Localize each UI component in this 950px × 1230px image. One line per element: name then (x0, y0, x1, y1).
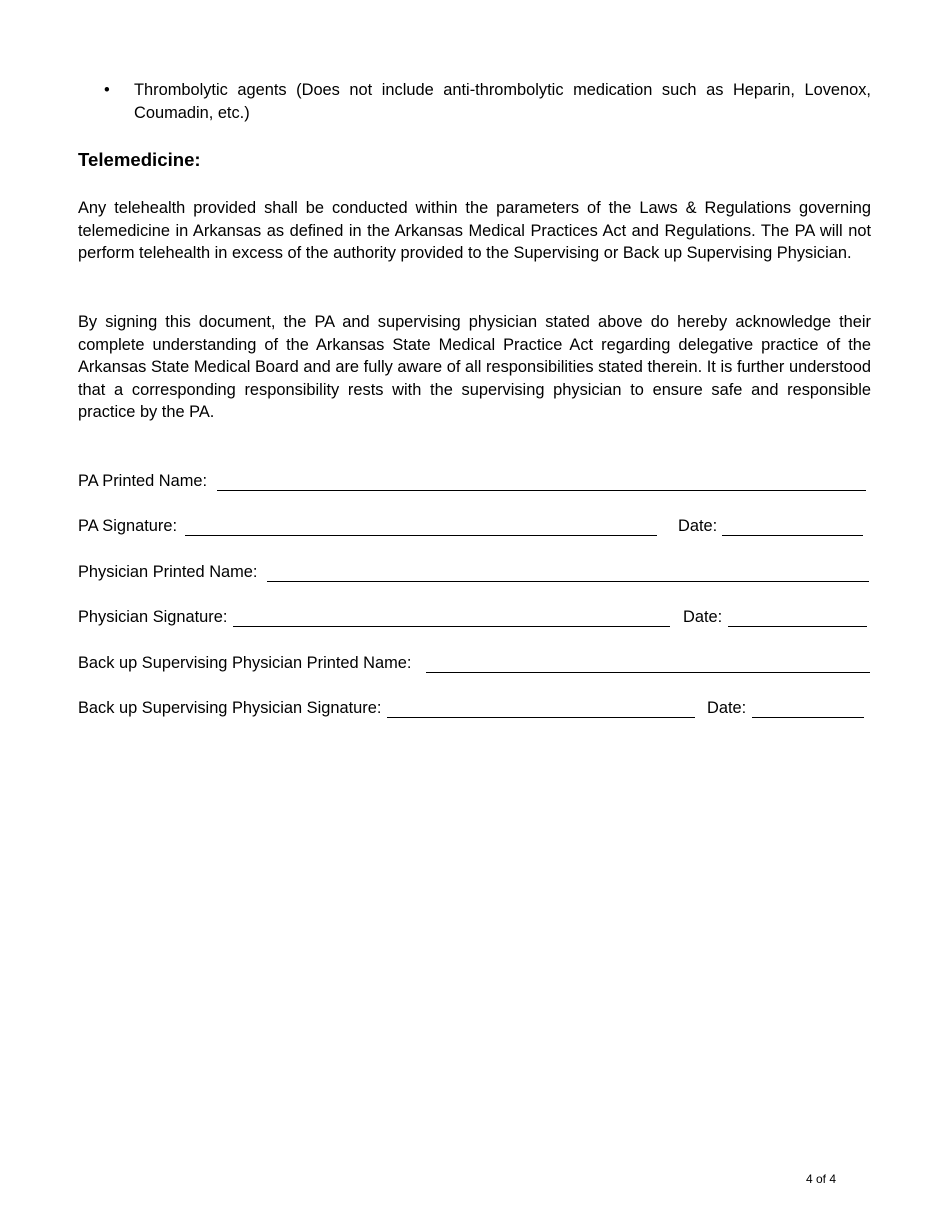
backup-signature-field[interactable] (387, 717, 695, 718)
physician-signature-label: Physician Signature: (78, 608, 228, 626)
bullet-text: Thrombolytic agents (Does not include anti-thrombolytic medication such as Heparin, Lovenox, Coumadin, etc.) (134, 81, 871, 122)
backup-date-label: Date: (707, 699, 747, 717)
backup-printed-name-label: Back up Supervising Physician Printed Name: (78, 654, 412, 672)
pa-date-label: Date: (678, 517, 718, 535)
backup-signature-row (78, 697, 871, 721)
page-number: 4 of 4 (806, 1172, 837, 1186)
bullet-item (78, 79, 871, 124)
pa-signature-row (78, 515, 871, 539)
backup-signature-label: Back up Supervising Physician Signature: (78, 699, 382, 717)
pa-printed-name-row (78, 470, 871, 494)
pa-printed-name-label: PA Printed Name: (78, 472, 208, 490)
physician-printed-name-row (78, 561, 871, 585)
backup-printed-name-row (78, 652, 871, 676)
physician-date-label: Date: (683, 608, 723, 626)
physician-signature-field[interactable] (233, 626, 670, 627)
backup-printed-name-field[interactable] (426, 672, 870, 673)
pa-signature-field[interactable] (185, 535, 657, 536)
pa-signature-label: PA Signature: (78, 517, 178, 535)
physician-printed-name-label: Physician Printed Name: (78, 563, 258, 581)
pa-printed-name-field[interactable] (217, 490, 866, 491)
pa-date-field[interactable] (722, 535, 863, 536)
physician-printed-name-field[interactable] (267, 581, 869, 582)
physician-date-field[interactable] (728, 626, 867, 627)
physician-signature-row (78, 606, 871, 630)
telemedicine-heading: Telemedicine: (78, 149, 201, 170)
bullet-symbol: • (104, 81, 110, 99)
telemedicine-paragraph-1: Any telehealth provided shall be conducted within the parameters of the Laws & Regulations governing telemedicine in Arkansas as defined in the Arkansas Medical Practices Act and Regulations. The PA will not perform telehealth in excess of the authority provided to the Supervising or Back up Supervising Physician. (78, 199, 871, 263)
backup-date-field[interactable] (752, 717, 864, 718)
acknowledgement-paragraph: By signing this document, the PA and supervising physician stated above do hereby acknowledge their complete understanding of the Arkansas State Medical Practice Act regarding delegative practice of the Arkansas State Medical Board and are fully aware of all responsibilities stated therein. It is further understood that a corresponding responsibility rests with the supervising physician to ensure safe and responsible practice by the PA. (78, 313, 871, 422)
